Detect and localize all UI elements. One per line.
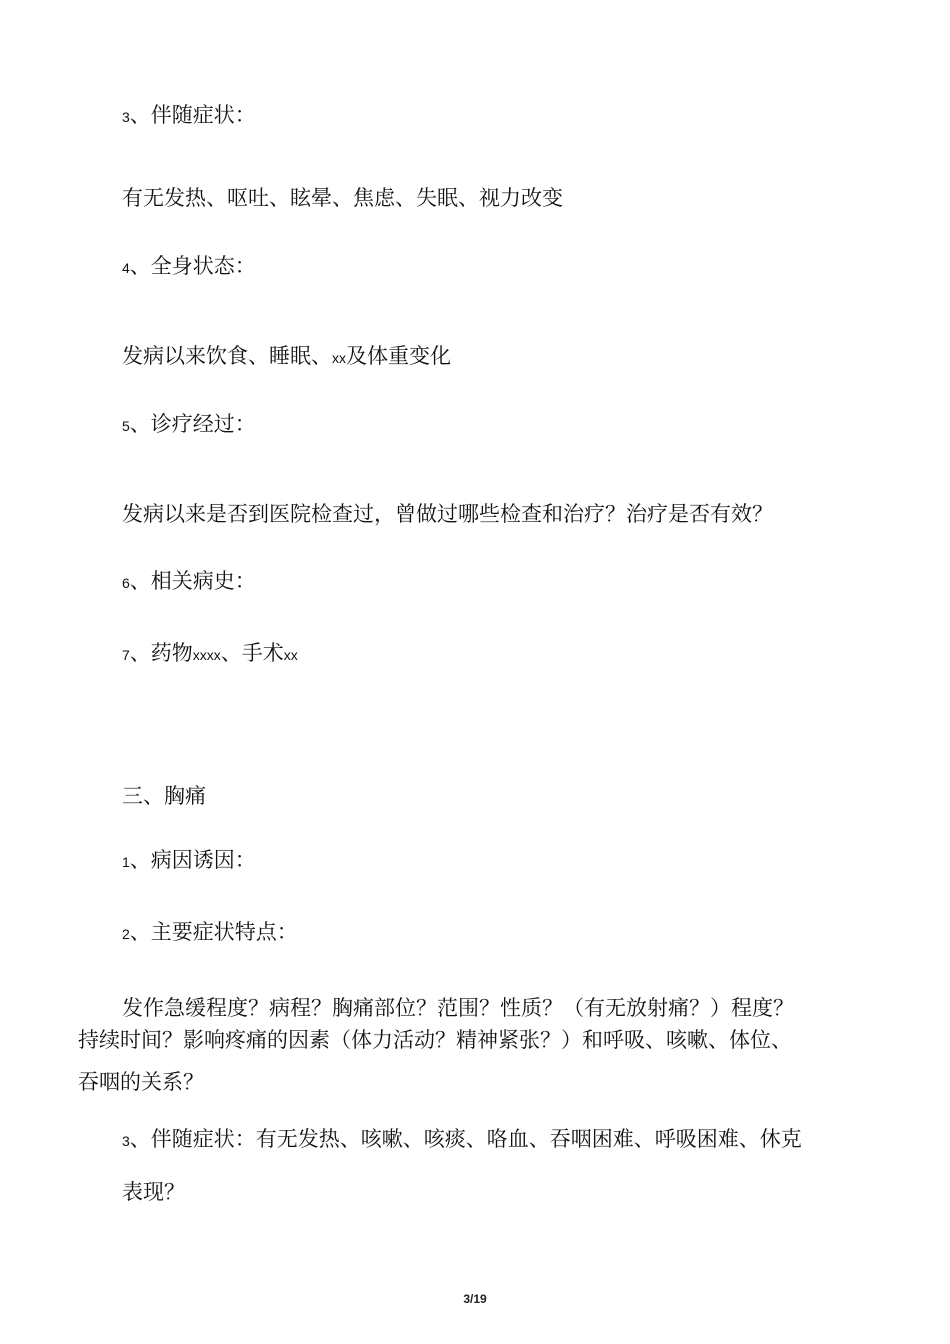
paragraph-symptom-list: 有无发热、呕吐、眩晕、焦虑、失眠、视力改变 — [122, 186, 563, 210]
heading-main-symptoms: 2、主要症状特点： — [122, 920, 298, 944]
heading-related-history: 6、相关病史： — [122, 569, 256, 593]
section-title-chest-pain: 三、胸痛 — [122, 784, 206, 808]
heading-drugs-surgery: 7、药物xxxx、手术xx — [122, 641, 298, 665]
paragraph-general-condition: 发病以来饮食、睡眠、xx及体重变化 — [122, 344, 451, 368]
heading-accompanying-symptoms: 3、伴随症状： — [122, 103, 256, 127]
heading-treatment-history: 5、诊疗经过： — [122, 412, 256, 436]
paragraph-main-symptoms-line-2: 持续时间？影响疼痛的因素（体力活动？精神紧张？）和呼吸、咳嗽、体位、 — [78, 1028, 792, 1052]
paragraph-main-symptoms-line-1: 发作急缓程度？病程？胸痛部位？范围？性质？（有无放射痛？）程度？ — [122, 996, 794, 1020]
paragraph-chest-pain-accompanying-cont: 表现？ — [122, 1180, 185, 1204]
paragraph-main-symptoms-line-3: 吞咽的关系？ — [78, 1070, 204, 1094]
paragraph-treatment-history: 发病以来是否到医院检查过，曾做过哪些检查和治疗？治疗是否有效？ — [122, 502, 773, 526]
heading-chest-pain-accompanying: 3、伴随症状：有无发热、咳嗽、咳痰、咯血、吞咽困难、呼吸困难、休克 — [122, 1127, 802, 1151]
heading-general-condition: 4、全身状态： — [122, 254, 256, 278]
page-number: 3/19 — [463, 1292, 487, 1306]
heading-causes: 1、病因诱因： — [122, 848, 256, 872]
